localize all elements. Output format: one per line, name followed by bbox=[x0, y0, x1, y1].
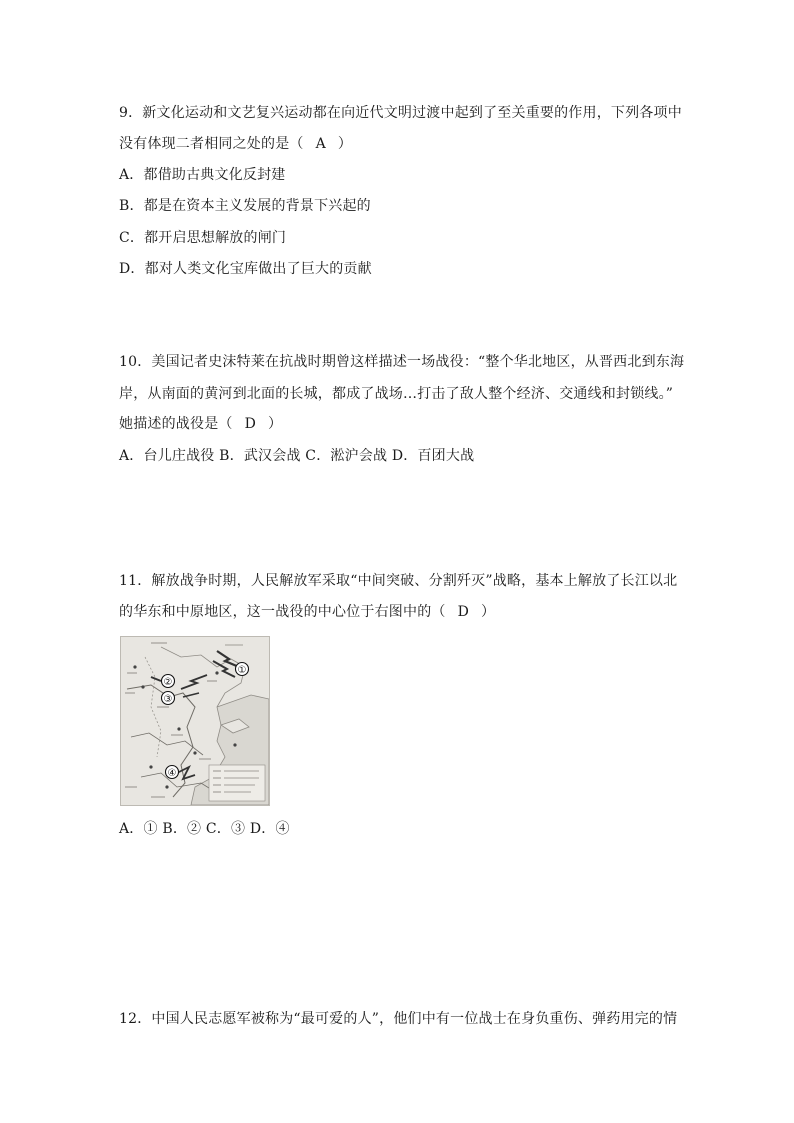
battle-map-drawing bbox=[121, 637, 269, 805]
q11-stem-line1: 11．解放战争时期，人民解放军采取“中间突破、分割歼灭”战略，基本上解放了长江以北 bbox=[119, 573, 678, 589]
map-marker-1-label: ① bbox=[237, 665, 247, 676]
q10-stem-suffix: ） bbox=[268, 416, 283, 432]
q9-stem-suffix: ） bbox=[337, 136, 353, 152]
q9-option-a: A．都借助古典文化反封建 bbox=[119, 167, 286, 183]
map-marker-3-label: ③ bbox=[163, 694, 173, 705]
map-marker-2-label: ② bbox=[163, 677, 173, 688]
q10-stem-line2: 岸，从南面的黄河到北面的长城，都成了战场…打击了敌人整个经济、交通线和封锁线。” bbox=[119, 386, 674, 402]
q11-stem-suffix: ） bbox=[481, 604, 496, 620]
map-marker-4-label: ④ bbox=[167, 768, 177, 779]
q11-stem-prefix: 的华东和中原地区，这一战役的中心位于右图中的（ bbox=[119, 604, 446, 620]
q9-stem-prefix: 没有体现二者相同之处的是（ bbox=[119, 136, 304, 152]
q9-stem-line1: 9．新文化运动和文艺复兴运动都在向近代文明过渡中起到了至关重要的作用，下列各项中 bbox=[119, 105, 682, 121]
q11-stem-line2 bbox=[119, 602, 495, 622]
q10-stem-line3 bbox=[119, 414, 282, 434]
q9-answer: A bbox=[315, 136, 326, 152]
q11-options: A．① B．② C．③ D．④ bbox=[119, 821, 290, 837]
q10-stem-prefix: 她描述的战役是（ bbox=[119, 416, 233, 432]
q10-stem-line1: 10．美国记者史沫特莱在抗战时期曾这样描述一场战役：“整个华北地区，从晋西北到东海 bbox=[119, 354, 685, 370]
battle-map-image bbox=[120, 636, 270, 806]
q9-stem-line2 bbox=[119, 134, 352, 154]
q9-option-d: D．都对人类文化宝库做出了巨大的贡献 bbox=[119, 261, 372, 277]
q9-option-b: B．都是在资本主义发展的背景下兴起的 bbox=[119, 198, 371, 214]
q11-answer: D bbox=[457, 604, 470, 620]
q10-options: A．台儿庄战役 B．武汉会战 C．淞沪会战 D．百团大战 bbox=[119, 448, 475, 464]
q9-option-c: C．都开启思想解放的闸门 bbox=[119, 230, 287, 246]
q10-answer: D bbox=[244, 416, 257, 432]
q12-stem-line1: 12．中国人民志愿军被称为“最可爱的人”，他们中有一位战士在身负重伤、弹药用完的情 bbox=[119, 1011, 678, 1027]
